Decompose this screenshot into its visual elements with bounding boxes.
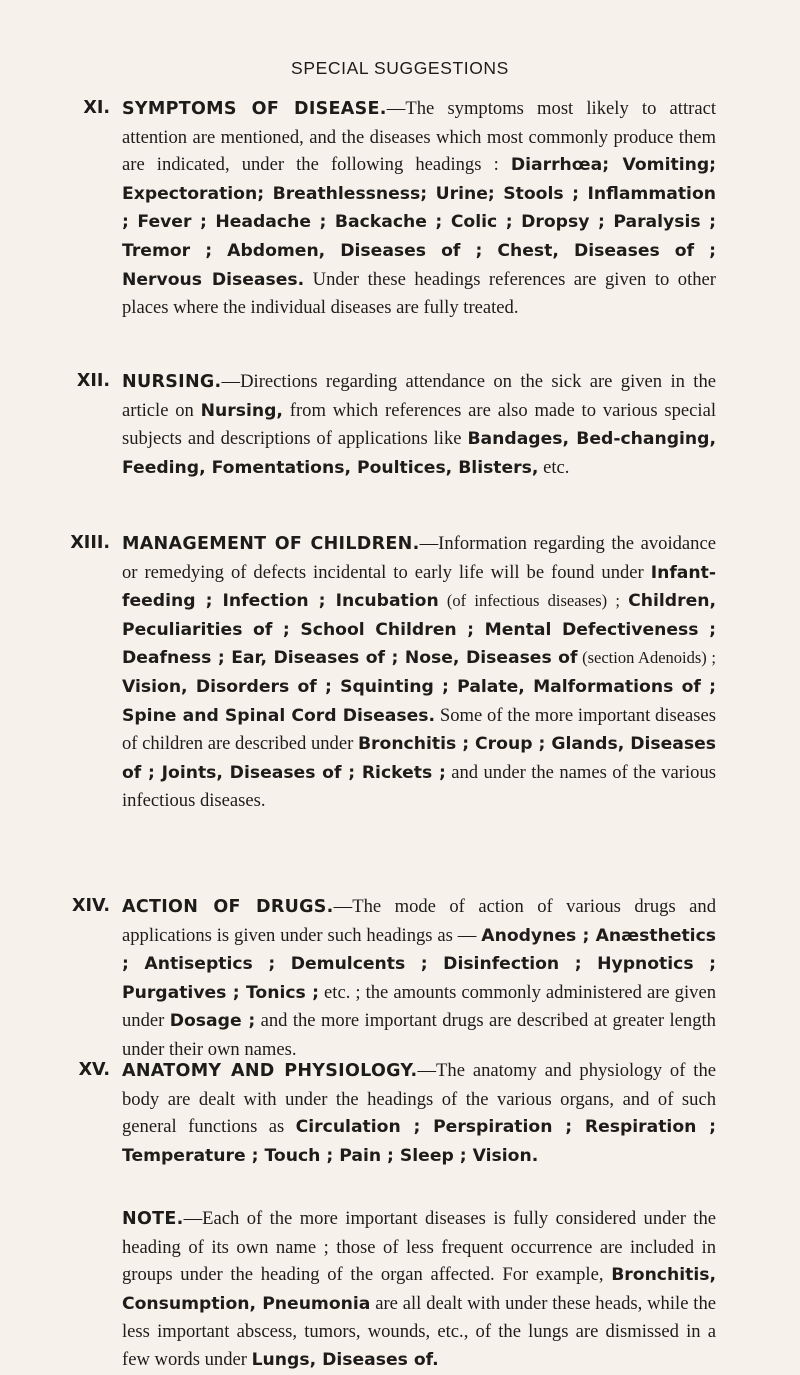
bold-heading-reference: Lungs, Diseases of. xyxy=(251,1349,439,1370)
bold-heading-reference: Bronchitis, Consumption, Pneumonia xyxy=(122,1265,716,1314)
body-text: Some of the more important diseases of children are described under xyxy=(122,704,716,755)
bold-heading-reference: Diarrhœa; Vomiting; Expectoration; Breathlessness; Urine; Stools ; Inflammation ; Fever ; Headache ; Backache ; Colic ; Dropsy ; Paralysis ; Tremor ; Abdomen, Diseases of ; Chest, Diseases of ; Nervous Diseases. xyxy=(122,155,716,290)
body-text: from which references are also made to various special subjects and descriptions of applications like xyxy=(122,399,716,450)
section-body xyxy=(122,368,716,482)
body-text: —The mode of action of various drugs and applications is given under such headings as — xyxy=(122,896,716,946)
section-number: XV. xyxy=(78,1060,110,1080)
section-body xyxy=(122,893,716,1064)
bold-heading-reference: Circulation ; Perspiration ; Respiration ; Temperature ; Touch ; Pain ; Sleep ; Vision. xyxy=(122,1117,716,1166)
section-body xyxy=(122,1057,716,1170)
section-title: SYMPTOMS OF DISEASE. xyxy=(122,99,387,119)
body-text: —The symptoms most likely to attract attention are mentioned, and the diseases which most commonly produce them are indicated, under the following headings : xyxy=(122,98,716,176)
note-title: NOTE. xyxy=(122,1209,184,1229)
body-text: —Information regarding the avoidance or remedying of defects incidental to early life will be found under xyxy=(122,533,716,583)
section-title: NURSING. xyxy=(122,372,222,392)
note-text xyxy=(122,1208,716,1370)
note xyxy=(0,1205,800,1375)
bold-heading-reference: Vision, Disorders of ; Squinting ; Palate, Malformations of ; Spine and Spinal Cord Diseases. xyxy=(122,676,716,726)
section-xiii xyxy=(0,530,800,815)
body-text: —The anatomy and physiology of the body are dealt with under the headings of the various organs, and of such general functions as xyxy=(122,1060,716,1138)
bold-heading-reference: Anodynes ; Anæsthetics ; Antiseptics ; Demulcents ; Disinfection ; Hypnotics ; Purgatives ; Tonics ; xyxy=(122,925,716,1003)
section-number: XI. xyxy=(83,98,110,118)
bold-heading-reference: Bronchitis ; Croup ; Glands, Diseases of ; Joints, Diseases of ; Rickets ; xyxy=(122,734,716,783)
body-text: —Directions regarding attendance on the sick are given in the article on xyxy=(122,371,716,421)
section-xii xyxy=(0,368,800,482)
note-body xyxy=(122,1205,716,1375)
section-number: XIII. xyxy=(70,533,110,553)
body-text: Under these headings references are given to other places where the individual diseases are fully treated. xyxy=(122,268,717,319)
section-title: ACTION OF DRUGS. xyxy=(122,897,334,917)
body-text: (of infectious diseases) ; xyxy=(438,591,629,611)
section-number: XII. xyxy=(76,371,110,391)
body-text: etc. ; the amounts commonly administered are given under xyxy=(122,981,716,1032)
section-body xyxy=(122,530,716,815)
section-body xyxy=(122,95,716,322)
body-text: (section Adenoids) ; xyxy=(577,648,716,668)
section-xiv xyxy=(0,893,800,1064)
body-text: —Each of the more important diseases is fully considered under the heading of its own name ; those of less frequent occurrence are included in groups under the heading of the organ affected. For example, xyxy=(122,1208,716,1286)
section-title: MANAGEMENT OF CHILDREN. xyxy=(122,534,420,554)
running-head: SPECIAL SUGGESTIONS xyxy=(291,58,509,78)
body-text: etc. xyxy=(538,456,570,478)
section-text xyxy=(122,98,716,318)
section-xv xyxy=(0,1057,800,1170)
body-text: and under the names of the various infectious diseases. xyxy=(122,761,716,812)
section-title: ANATOMY AND PHYSIOLOGY. xyxy=(122,1061,418,1081)
section-xi xyxy=(0,95,800,322)
bold-heading-reference: Children, Peculiarities of ; School Children ; Mental Defectiveness ; Deafness ; Ear, Diseases of ; Nose, Diseases of xyxy=(122,591,717,669)
body-text: are all dealt with under these heads, while the less important abscess, tumors, wounds, etc., of the lungs are dismissed in a few words under xyxy=(122,1292,717,1370)
bold-heading-reference: Bandages, Bed-changing, Feeding, Fomentations, Poultices, Blisters, xyxy=(122,429,716,478)
bold-heading-reference: Infant-feeding ; Infection ; Incubation xyxy=(122,562,716,612)
body-text: and the more important drugs are described at greater length under their own names. xyxy=(122,1010,716,1060)
section-text xyxy=(122,533,716,811)
bold-heading-reference: Dosage ; xyxy=(169,1011,256,1032)
section-text xyxy=(122,896,716,1060)
bold-heading-reference: Nursing, xyxy=(200,400,283,421)
section-number: XIV. xyxy=(72,896,110,916)
